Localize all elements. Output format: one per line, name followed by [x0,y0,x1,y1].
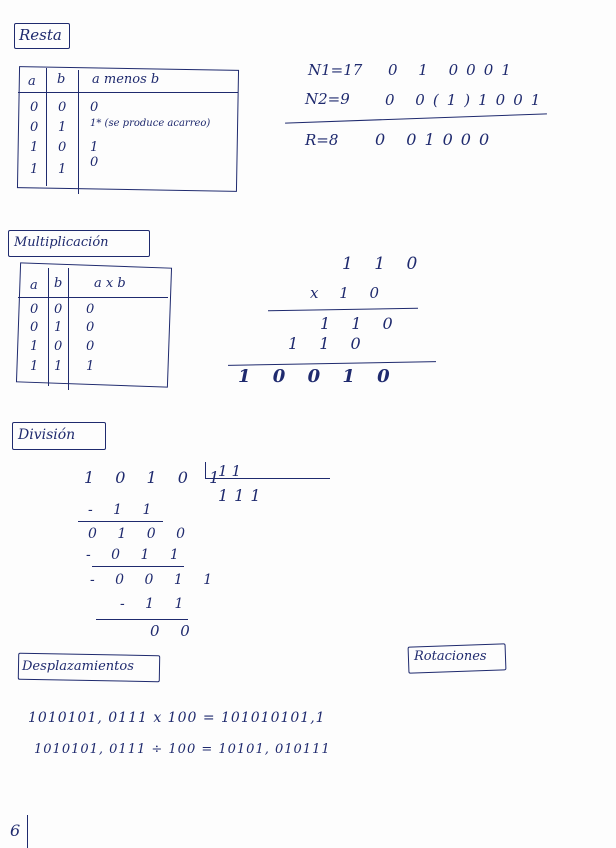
resta-row-3-a: 1 [30,162,39,177]
resta-n1-value: 0 1 0001 [388,61,519,79]
resta-row-1-b: 1 [58,120,67,135]
resta-sum-rule [285,113,547,123]
resta-r-value: 0 01000 [375,130,498,149]
resta-row-2-a: 1 [30,140,39,155]
mult-row-0-result: 0 [86,302,95,317]
resta-n2-label: N2=9 [305,90,350,108]
mult-table-header-rule [18,297,168,298]
resta-header-b: b [57,72,66,87]
mult-row-3-result: 1 [86,359,95,374]
resta-row-1-a: 0 [30,120,39,135]
division-quotient: 111 [218,486,267,505]
mult-line-4: 1 1 0 [288,334,369,353]
division-step-3: - 0 1 1 [86,547,187,563]
section-title-rotaciones: Rotaciones [414,649,487,664]
division-dividend: 1 0 1 0 1 [84,468,228,487]
resta-n2-value: 0 0(1)1001 [385,91,549,109]
resta-row-3-b: 1 [58,162,67,177]
resta-table-col-rule-2 [78,70,79,194]
mult-table-col-rule-1 [48,268,49,386]
mult-result: 1 0 0 1 0 [238,366,398,387]
division-step-1: - 1 1 [88,502,160,518]
mult-row-2-b: 0 [54,339,63,354]
section-title-multiplicacion: Multiplicación [14,235,109,250]
desplazamientos-line-1: 1010101, 0111 x 100 = 101010101,1 [28,710,326,726]
division-rule-1 [78,521,163,522]
mult-row-1-b: 1 [54,320,63,335]
resta-header-a: a [28,74,36,89]
section-title-resta: Resta [19,26,62,44]
mult-row-1-result: 0 [86,320,95,335]
mult-table-col-rule-2 [68,268,69,390]
mult-line-2: x 1 0 [310,284,388,302]
mult-line-3: 1 1 0 [320,314,401,333]
resta-row-2-result: 1 [90,140,99,155]
resta-header-a-menos-b: a menos b [92,72,160,87]
mult-row-2-a: 1 [30,339,39,354]
mult-row-1-a: 0 [30,320,39,335]
mult-rule-1 [268,308,418,312]
resta-row-2-b: 0 [58,140,67,155]
resta-table-col-rule-1 [46,68,47,186]
mult-row-0-b: 0 [54,302,63,317]
page-number: 6 [10,821,21,840]
mult-header-a: a [30,278,38,293]
mult-row-3-b: 1 [54,359,63,374]
desplazamientos-line-2: 1010101, 0111 ÷ 100 = 10101, 010111 [34,742,331,757]
mult-row-3-a: 1 [30,359,39,374]
division-step-2: 0 1 0 0 [88,526,193,542]
resta-row-1-result: 1* (se produce acarreo) [90,118,211,129]
section-title-division: División [18,427,76,443]
division-rule-2 [92,566,184,567]
mult-header-b: b [54,276,63,291]
division-rule-3 [96,619,188,620]
division-step-5: - 1 1 [120,596,192,612]
division-step-4: - 0 0 1 1 [90,572,221,588]
division-divisor: 11 [218,462,246,480]
division-bracket-vertical [205,462,206,478]
division-bracket-horizontal [205,478,330,479]
mult-row-2-result: 0 [86,339,95,354]
resta-n1-label: N1=17 [308,61,363,79]
mult-row-0-a: 0 [30,302,39,317]
resta-row-3-result: 0 [90,155,99,170]
section-title-desplazamientos: Desplazamientos [22,659,134,674]
mult-header-axb: a x b [94,276,126,291]
resta-row-0-b: 0 [58,100,67,115]
resta-row-0-result: 0 [90,100,99,115]
resta-row-0-a: 0 [30,100,39,115]
mult-line-1: 1 1 0 [342,254,426,274]
resta-table-header-rule [18,92,238,93]
division-step-6: 0 0 [150,622,198,640]
page-number-divider [27,815,28,848]
resta-r-label: R=8 [305,131,339,149]
